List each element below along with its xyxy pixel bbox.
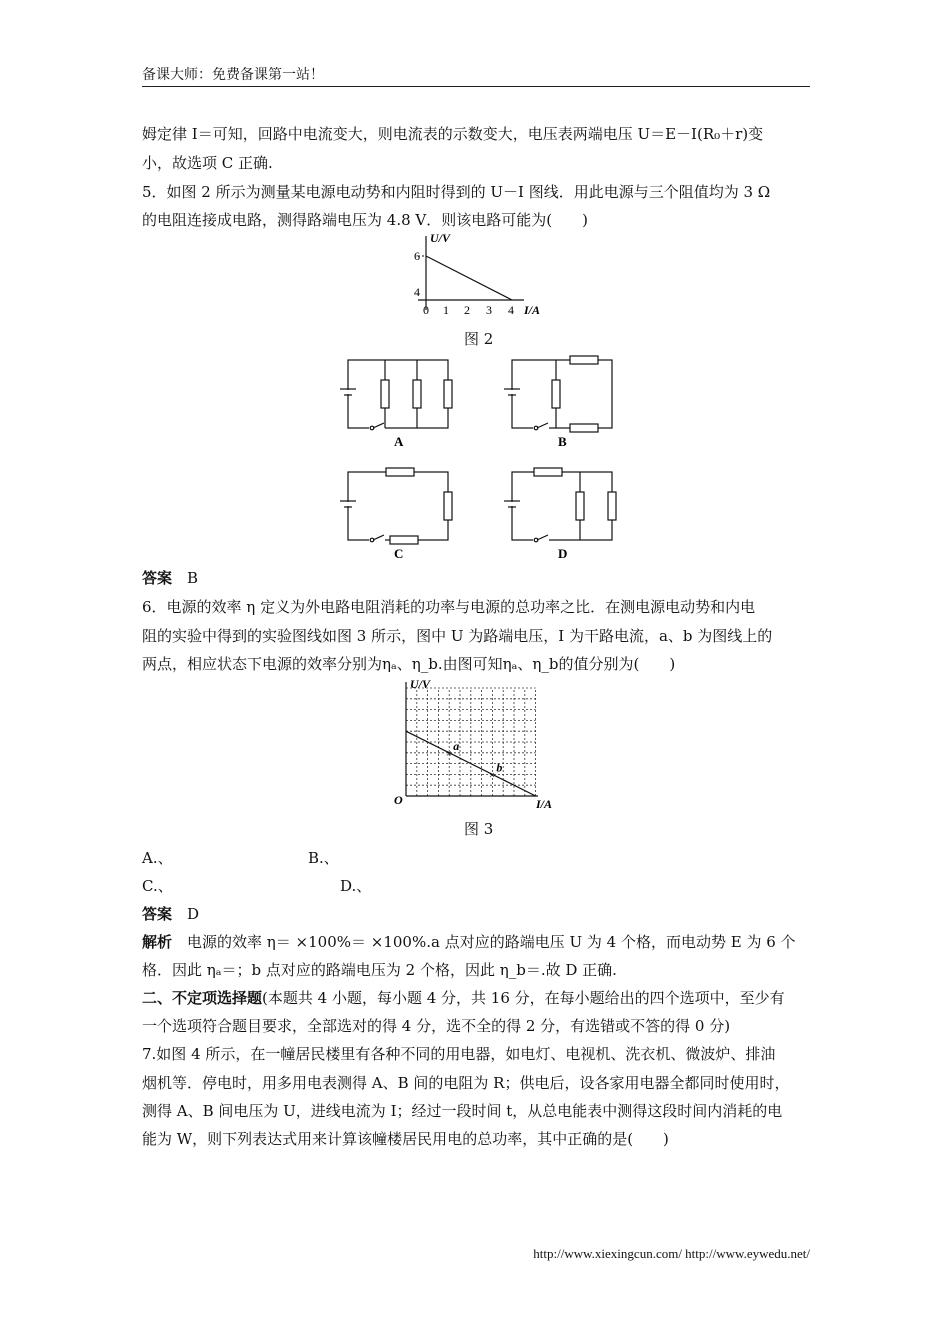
analysis-text: 电源的效率 η＝ ×100%＝ ×100%.a 点对应的路端电压 U 为 4 个格，而电动势 E 为 6 个 [187, 933, 796, 951]
analysis-label: 解析 [142, 933, 173, 951]
circuit-options [330, 352, 630, 572]
answer-line-q5 [142, 568, 198, 588]
y-tick-label: 4 [414, 285, 420, 299]
x-tick-label: 4 [508, 303, 514, 317]
option-b: B.、 [308, 849, 339, 867]
x-tick-label: 0 [423, 303, 429, 317]
data-line [426, 256, 512, 300]
section-label: 二、不定项选择题 [142, 989, 263, 1007]
option-c: C.、 [142, 877, 173, 895]
text-line: 烟机等．停电时，用多用电表测得 A、B 间的电阻为 R；供电后，设各家用电器全都同时使用时， [142, 1074, 790, 1092]
x-axis-label: I/A [536, 797, 553, 811]
circuit-a [340, 360, 452, 430]
figure-2-caption: 图 2 [464, 330, 494, 348]
circuit-c [340, 468, 452, 544]
answer-value: D [187, 905, 200, 923]
x-tick-label: 3 [486, 303, 492, 317]
text-line: 格．因此 ηₐ＝；b 点对应的路端电压为 2 个格，因此 η_b＝.故 D 正确. [142, 961, 617, 979]
option-d: D.、 [340, 877, 372, 895]
origin-label: O [394, 793, 403, 807]
text-line: 小，故选项 C 正确. [142, 154, 273, 172]
option-a: A.、 [142, 849, 173, 867]
answer-line-q6 [142, 904, 199, 924]
circuit-label-d: D [558, 546, 568, 561]
analysis-line [142, 932, 796, 952]
point-b-label: b [496, 760, 503, 775]
circuit-label-b: B [558, 434, 567, 449]
text-line: 能为 W，则下列表达式用来计算该幢楼居民用电的总功率，其中正确的是( ) [142, 1130, 669, 1148]
circuit-b [504, 356, 612, 432]
point-b-marker: × [488, 769, 496, 782]
grid [406, 688, 536, 796]
point-a-label: a [453, 738, 460, 753]
figure-3-chart [388, 676, 568, 812]
y-axis-label: U/V [430, 232, 451, 245]
circuit-d [504, 468, 616, 542]
question-7: 7.如图 4 所示，在一幢居民楼里有各种不同的用电器，如电灯、电视机、洗衣机、微波炉、排油 [142, 1045, 776, 1063]
figure-2-chart [400, 232, 560, 322]
x-axis-label: I/A [524, 303, 541, 317]
answer-label: 答案 [142, 569, 173, 587]
y-tick-label: 6 [414, 249, 420, 263]
x-tick-label: 1 [443, 303, 449, 317]
text-line: 一个选项符合题目要求，全部选对的得 4 分，选不全的得 2 分，有选错或不答的得 0 分) [142, 1017, 731, 1035]
answer-value: B [187, 569, 199, 587]
header-rule [142, 86, 810, 87]
text-line: 的电阻连接成电路，测得路端电压为 4.8 V．则该电路可能为( ) [142, 211, 588, 229]
text-line: 姆定律 I＝可知，回路中电流变大，则电流表的示数变大，电压表两端电压 U＝E－I(R₀＋r)变 [142, 125, 764, 143]
section-desc: (本题共 4 小题，每小题 4 分，共 16 分，在每小题给出的四个选项中，至少有 [262, 989, 785, 1007]
answer-label: 答案 [142, 905, 173, 923]
text-line: 测得 A、B 间电压为 U，进线电流为 I；经过一段时间 t，从总电能表中测得这段时间内消耗的电 [142, 1102, 783, 1120]
text-line: 两点，相应状态下电源的效率分别为ηₐ、η_b.由图可知ηₐ、η_b的值分别为( ) [142, 655, 676, 673]
circuit-label-a: A [394, 434, 404, 449]
question-6: 6．电源的效率 η 定义为外电路电阻消耗的功率与电源的总功率之比．在测电源电动势和内电 [142, 598, 756, 616]
page-footer: http://www.xiexingcun.com/ http://www.eywedu.net/ [533, 1246, 810, 1261]
page-header: 备课大师：免费备课第一站！ [142, 67, 324, 83]
question-5: 5．如图 2 所示为测量某电源电动势和内阻时得到的 U－I 图线．用此电源与三个阻值均为 3 Ω [142, 183, 771, 201]
y-axis-label: U/V [410, 677, 431, 691]
point-a-marker: × [445, 747, 452, 760]
section-2-heading [142, 988, 785, 1008]
x-tick-label: 2 [464, 303, 470, 317]
figure-3-caption: 图 3 [464, 820, 494, 838]
circuit-label-c: C [394, 546, 404, 561]
text-line: 阻的实验中得到的实验图线如图 3 所示，图中 U 为路端电压，I 为干路电流，a、b 为图线上的 [142, 627, 773, 645]
